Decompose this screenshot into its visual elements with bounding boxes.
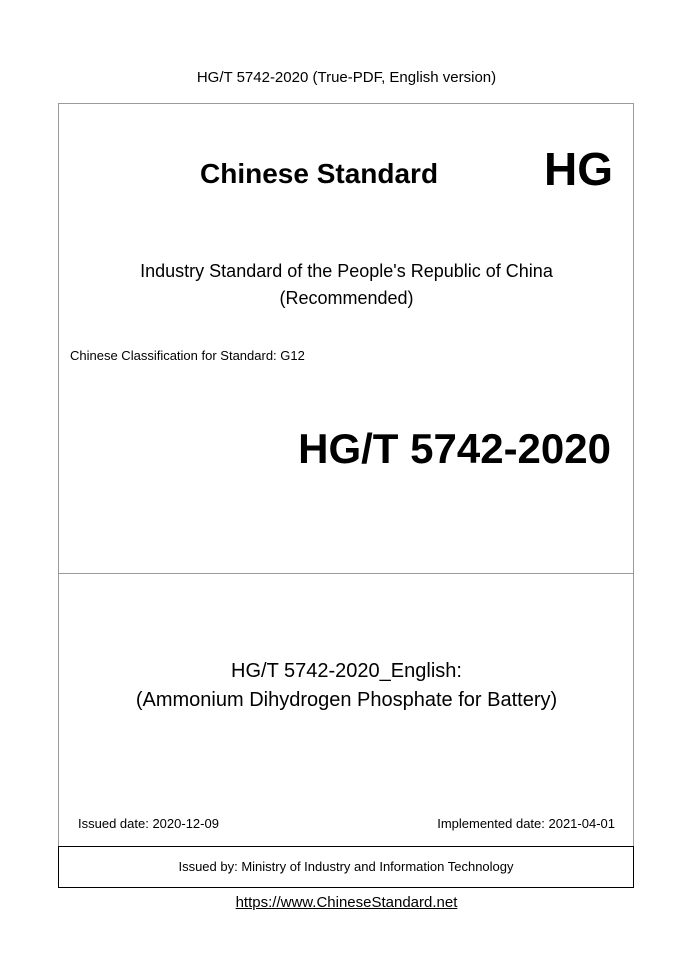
classification-text: Chinese Classification for Standard: G12 — [70, 348, 305, 363]
english-version-title: HG/T 5742-2020_English: — [231, 660, 462, 682]
implemented-date: Implemented date: 2021-04-01 — [437, 816, 615, 831]
document-header-title: HG/T 5742-2020 (True-PDF, English version) — [196, 69, 497, 86]
standard-number: HG/T 5742-2020 — [298, 425, 611, 472]
industry-standard-line: Industry Standard of the People's Republic of China — [140, 261, 553, 281]
issued-date: Issued date: 2020-12-09 — [78, 816, 219, 831]
recommended-line: (Recommended) — [279, 288, 414, 308]
issuer-box — [58, 846, 634, 888]
cover-heading: Chinese Standard — [200, 158, 439, 189]
category-badge: HG — [544, 143, 613, 195]
website-link[interactable]: https://www.ChineseStandard.net — [235, 894, 458, 911]
english-version-subtitle: (Ammonium Dihydrogen Phosphate for Battery) — [135, 689, 558, 711]
footer — [0, 893, 693, 913]
issuer-text: Issued by: Ministry of Industry and Information Technology — [178, 859, 514, 874]
